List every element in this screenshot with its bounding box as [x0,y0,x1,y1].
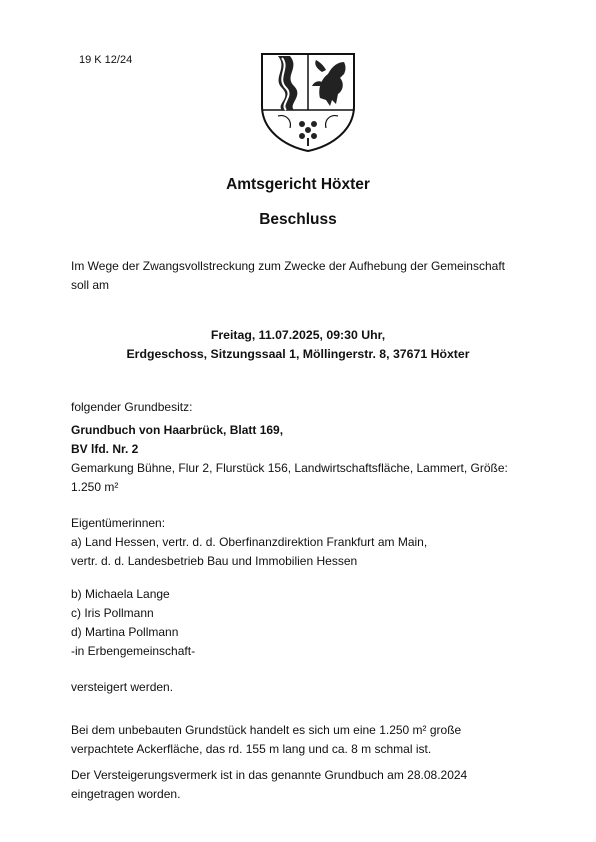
owners-list [71,585,195,661]
heirs-community: -in Erbengemeinschaft- [71,644,196,658]
property-block [71,421,508,497]
property-details: Gemarkung Bühne, Flur 2, Flurstück 156, Landwirtschaftsfläche, Lammert, Größe: [71,461,508,475]
owner-d: d) Martina Pollmann [71,625,179,639]
intro-line: soll am [71,278,110,292]
description-line: Bei dem unbebauten Grundstück handelt es sich um eine 1.250 m² große [71,723,462,737]
appointment-date-time: Freitag, 11.07.2025, 09:30 Uhr, [210,328,386,342]
decision-title: Beschluss [259,211,337,228]
court-name: Amtsgericht Höxter [226,176,370,193]
register-entry: BV lfd. Nr. 2 [71,442,139,456]
intro-paragraph [71,257,505,295]
property-size: 1.250 m² [71,480,119,494]
coat-of-arms-icon [258,50,358,154]
intro-line: Im Wege der Zwangsvollstreckung zum Zwecke der Aufhebung der Gemeinschaft [71,259,505,273]
description-line: verpachtete Ackerfläche, das rd. 155 m lang und ca. 8 m schmal ist. [71,742,432,756]
registration-note [71,766,467,804]
appointment-location: Erdgeschoss, Sitzungssaal 1, Möllingerstr. 8, 37671 Höxter [126,347,470,361]
owners-label: Eigentümerinnen: [71,516,166,530]
registration-line: eingetragen worden. [71,787,181,801]
registration-line: Der Versteigerungsvermerk ist in das genannte Grundbuch am 28.08.2024 [71,768,468,782]
case-number: 19 K 12/24 [79,54,133,66]
land-register: Grundbuch von Haarbrück, Blatt 169, [71,423,284,437]
outcome-text: versteigert werden. [71,680,174,694]
owner-a: a) Land Hessen, vertr. d. d. Oberfinanzdirektion Frankfurt am Main, [71,535,428,549]
owners-block [71,514,427,571]
property-description [71,721,461,759]
property-label: folgender Grundbesitz: [71,400,193,414]
owner-b: b) Michaela Lange [71,587,170,601]
owner-c: c) Iris Pollmann [71,606,154,620]
owner-a-representative: vertr. d. d. Landesbetrieb Bau und Immobilien Hessen [71,554,358,568]
